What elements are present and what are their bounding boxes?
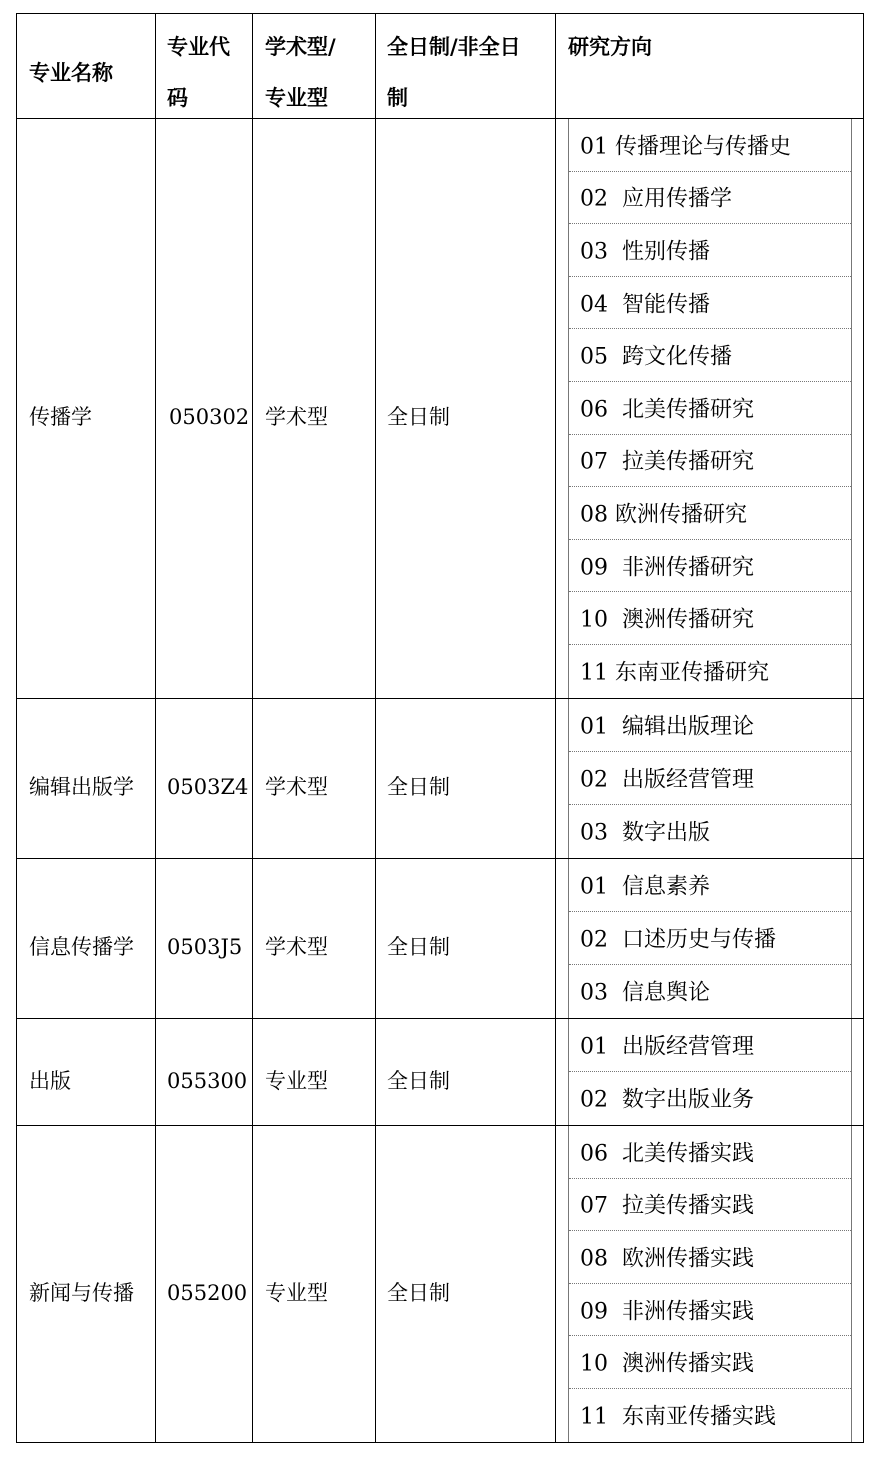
direction-text: 03 数字出版 — [580, 820, 710, 846]
research-direction-item — [569, 699, 851, 752]
direction-text: 09 非洲传播研究 — [580, 555, 754, 581]
header-major-code-line2: 码 — [167, 86, 188, 110]
research-direction-item — [569, 752, 851, 805]
research-direction-item — [569, 859, 851, 912]
research-direction-item — [569, 382, 851, 435]
header-major-name: 专业名称 — [29, 61, 113, 85]
research-direction-item — [569, 1284, 851, 1337]
direction-text: 05 跨文化传播 — [580, 344, 732, 370]
header-type-line1: 学术型/ — [265, 35, 336, 59]
row-major-name: 新闻与传播 — [29, 1281, 134, 1305]
research-direction-item — [569, 172, 851, 225]
row-mode: 全日制 — [387, 405, 450, 429]
direction-text: 08 欧洲传播研究 — [580, 502, 747, 528]
row-major-name: 信息传播学 — [29, 935, 134, 959]
row-type: 学术型 — [265, 405, 328, 429]
row-type: 专业型 — [265, 1281, 328, 1305]
column-divider — [555, 14, 556, 1442]
direction-text: 01 编辑出版理论 — [580, 714, 754, 740]
row-type: 专业型 — [265, 1069, 328, 1093]
direction-text: 11 东南亚传播实践 — [580, 1404, 776, 1430]
direction-text: 10 澳洲传播实践 — [580, 1351, 754, 1377]
row-mode: 全日制 — [387, 935, 450, 959]
direction-text: 02 数字出版业务 — [580, 1087, 754, 1113]
research-direction-item — [569, 1179, 851, 1232]
research-direction-item — [569, 435, 851, 488]
column-divider — [155, 14, 156, 1442]
research-direction-item — [569, 965, 851, 1018]
direction-text: 07 拉美传播研究 — [580, 449, 754, 475]
research-direction-item — [569, 805, 851, 858]
research-direction-item — [569, 487, 851, 540]
row-type: 学术型 — [265, 935, 328, 959]
research-direction-item — [569, 224, 851, 277]
row-major-code: 050302 — [169, 405, 250, 429]
research-direction-item — [569, 592, 851, 645]
header-type-line2: 专业型 — [265, 86, 328, 110]
row-major-name: 出版 — [29, 1069, 71, 1093]
research-direction-list — [568, 859, 852, 1018]
research-direction-item — [569, 645, 851, 698]
row-type: 学术型 — [265, 775, 328, 799]
research-direction-item — [569, 912, 851, 965]
direction-text: 01 传播理论与传播史 — [580, 134, 791, 160]
direction-text: 08 欧洲传播实践 — [580, 1246, 754, 1272]
research-direction-list — [568, 1019, 852, 1125]
direction-text: 03 性别传播 — [580, 239, 710, 265]
research-direction-item — [569, 329, 851, 382]
direction-text: 01 信息素养 — [580, 874, 710, 900]
row-major-code: 0503Z4 — [167, 775, 249, 799]
row-major-name: 编辑出版学 — [29, 775, 134, 799]
research-direction-item — [569, 119, 851, 172]
research-direction-item — [569, 540, 851, 593]
header-research-direction: 研究方向 — [568, 35, 652, 59]
row-major-name: 传播学 — [29, 405, 92, 429]
direction-text: 02 出版经营管理 — [580, 767, 754, 793]
direction-text: 09 非洲传播实践 — [580, 1299, 754, 1325]
direction-text: 06 北美传播实践 — [580, 1141, 754, 1167]
research-direction-list — [568, 1126, 852, 1442]
column-divider — [252, 14, 253, 1442]
research-direction-item — [569, 1389, 851, 1442]
research-direction-item — [569, 1336, 851, 1389]
direction-text: 11 东南亚传播研究 — [580, 660, 769, 686]
direction-text: 07 拉美传播实践 — [580, 1193, 754, 1219]
row-mode: 全日制 — [387, 1281, 450, 1305]
header-major-code-line1: 专业代 — [167, 35, 230, 59]
program-table — [16, 13, 864, 1443]
direction-text: 01 出版经营管理 — [580, 1034, 754, 1060]
research-direction-list — [568, 119, 852, 698]
direction-text: 02 应用传播学 — [580, 186, 732, 212]
direction-text: 03 信息舆论 — [580, 980, 710, 1006]
direction-text: 10 澳洲传播研究 — [580, 607, 754, 633]
research-direction-item — [569, 1126, 851, 1179]
header-mode-line2: 制 — [387, 86, 408, 110]
row-major-code: 0503J5 — [167, 935, 243, 959]
research-direction-item — [569, 277, 851, 330]
row-mode: 全日制 — [387, 775, 450, 799]
research-direction-item — [569, 1019, 851, 1072]
research-direction-item — [569, 1072, 851, 1125]
research-direction-list — [568, 699, 852, 858]
direction-text: 04 智能传播 — [580, 292, 710, 318]
row-major-code: 055300 — [167, 1069, 248, 1093]
row-major-code: 055200 — [167, 1281, 248, 1305]
research-direction-item — [569, 1231, 851, 1284]
direction-text: 02 口述历史与传播 — [580, 927, 776, 953]
direction-text: 06 北美传播研究 — [580, 397, 754, 423]
header-mode-line1: 全日制/非全日 — [387, 35, 521, 59]
row-mode: 全日制 — [387, 1069, 450, 1093]
column-divider — [375, 14, 376, 1442]
